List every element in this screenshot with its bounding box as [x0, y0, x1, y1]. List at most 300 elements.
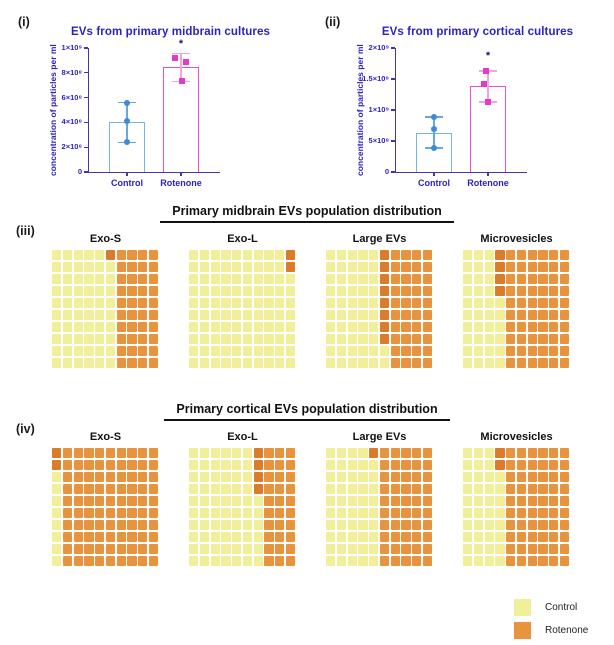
waffle-cell — [138, 286, 147, 296]
waffle-cell — [485, 520, 494, 530]
data-point-rotenone — [183, 59, 189, 65]
waffle-cell — [254, 322, 263, 332]
waffle-cell — [549, 544, 558, 554]
waffle-cell — [232, 298, 241, 308]
waffle-cell — [401, 448, 410, 458]
waffle-cell — [117, 460, 126, 470]
waffle-cell — [474, 310, 483, 320]
waffle-cell — [138, 448, 147, 458]
waffle-cell — [84, 298, 93, 308]
waffle-cell — [106, 556, 115, 566]
waffle-cell — [189, 298, 198, 308]
waffle-cell — [463, 520, 472, 530]
chart-title-midbrain: EVs from primary midbrain cultures — [71, 26, 270, 38]
waffle-cell — [52, 556, 61, 566]
waffle-cell — [106, 496, 115, 506]
waffle-cell — [106, 322, 115, 332]
waffle-cell — [211, 532, 220, 542]
waffle-cell — [463, 532, 472, 542]
data-point-control — [124, 100, 130, 106]
waffle-cell — [348, 334, 357, 344]
waffle-cell — [117, 358, 126, 368]
waffle-cell — [52, 460, 61, 470]
waffle-cell — [474, 358, 483, 368]
waffle-cell — [74, 496, 83, 506]
waffle-cell — [423, 274, 432, 284]
waffle-cell — [138, 322, 147, 332]
waffle-cell — [528, 508, 537, 518]
waffle-cell — [286, 508, 295, 518]
waffle-cell — [189, 262, 198, 272]
waffle-cell — [391, 508, 400, 518]
waffle-cell — [506, 286, 515, 296]
waffle-cell — [358, 298, 367, 308]
waffle-microvesicles — [463, 431, 570, 566]
waffle-cell — [189, 274, 198, 284]
waffle-cell — [528, 532, 537, 542]
waffle-cell — [52, 334, 61, 344]
waffle-cell — [106, 310, 115, 320]
chart-title-cortical: EVs from primary cortical cultures — [381, 26, 574, 38]
waffle-cell — [243, 448, 252, 458]
waffle-cell — [549, 250, 558, 260]
waffle-cell — [348, 556, 357, 566]
waffle-cell — [337, 298, 346, 308]
waffle-cell — [138, 508, 147, 518]
waffle-cell — [528, 274, 537, 284]
waffle-cell — [221, 532, 230, 542]
waffle-cell — [52, 484, 61, 494]
waffle-cell — [243, 496, 252, 506]
legend-item-control — [514, 599, 588, 616]
panel-label-iv: (iv) — [16, 422, 35, 436]
waffle-cell — [369, 448, 378, 458]
waffle-cell — [127, 346, 136, 356]
waffle-cell — [560, 472, 569, 482]
x-tick-mark — [180, 172, 181, 176]
waffle-cell — [264, 262, 273, 272]
waffle-cell — [412, 298, 421, 308]
waffle-cell — [517, 274, 526, 284]
waffle-cell — [275, 358, 284, 368]
y-tick-mark — [391, 171, 396, 172]
waffle-cell — [517, 448, 526, 458]
waffle-cell — [538, 532, 547, 542]
waffle-cell — [275, 334, 284, 344]
waffle-cell — [52, 544, 61, 554]
waffle-cell — [485, 358, 494, 368]
waffle-cell — [337, 460, 346, 470]
waffle-cell — [380, 286, 389, 296]
waffle-cell — [127, 286, 136, 296]
waffle-grid-microvesicles — [463, 448, 570, 566]
waffle-cell — [63, 556, 72, 566]
waffle-cell — [84, 544, 93, 554]
waffle-cell — [474, 496, 483, 506]
waffle-cell — [538, 310, 547, 320]
waffle-cell — [243, 556, 252, 566]
waffle-cell — [74, 556, 83, 566]
waffle-cell — [243, 358, 252, 368]
waffle-cell — [485, 556, 494, 566]
waffle-cell — [117, 334, 126, 344]
waffle-title-large-evs: Large EVs — [352, 233, 407, 245]
waffle-cell — [221, 544, 230, 554]
waffle-cell — [138, 346, 147, 356]
waffle-cell — [538, 460, 547, 470]
waffle-cell — [401, 286, 410, 296]
waffle-cell — [95, 310, 104, 320]
waffle-cell — [463, 274, 472, 284]
waffle-cell — [423, 358, 432, 368]
waffle-cell — [264, 322, 273, 332]
waffle-cell — [95, 346, 104, 356]
waffle-cell — [337, 508, 346, 518]
waffle-cell — [369, 532, 378, 542]
waffle-cell — [358, 532, 367, 542]
waffle-cell — [369, 556, 378, 566]
y-tick-label: 2×10⁸ — [61, 142, 82, 152]
waffle-cell — [200, 460, 209, 470]
waffle-cell — [211, 508, 220, 518]
waffle-cell — [52, 532, 61, 542]
waffle-cell — [485, 472, 494, 482]
data-point-control — [124, 118, 130, 124]
waffle-cell — [538, 358, 547, 368]
waffle-cell — [254, 262, 263, 272]
waffle-cell — [348, 532, 357, 542]
y-tick-label: 8×10⁸ — [61, 67, 82, 77]
waffle-cell — [474, 472, 483, 482]
waffle-cell — [463, 358, 472, 368]
waffle-cell — [412, 286, 421, 296]
waffle-cell — [52, 310, 61, 320]
waffle-cell — [254, 508, 263, 518]
waffle-grid-exo-s — [52, 250, 159, 368]
waffle-cell — [200, 322, 209, 332]
waffle-cell — [369, 508, 378, 518]
error-bar-rotenone — [180, 54, 182, 82]
waffle-cell — [254, 346, 263, 356]
waffle-title-exo-l: Exo-L — [227, 233, 258, 245]
y-axis-label-midbrain: concentration of particles per ml — [48, 44, 58, 176]
waffle-cell — [380, 322, 389, 332]
waffle-cell — [463, 322, 472, 332]
waffle-cell — [117, 556, 126, 566]
waffle-cell — [95, 448, 104, 458]
waffle-cell — [538, 448, 547, 458]
waffle-cell — [495, 358, 504, 368]
waffle-cell — [221, 496, 230, 506]
waffle-cell — [380, 472, 389, 482]
waffle-cell — [337, 532, 346, 542]
waffle-cell — [243, 322, 252, 332]
waffle-cell — [401, 274, 410, 284]
waffle-cell — [423, 544, 432, 554]
waffle-cell — [549, 532, 558, 542]
waffle-cell — [286, 448, 295, 458]
waffle-cell — [391, 346, 400, 356]
waffle-cell — [243, 460, 252, 470]
waffle-cell — [95, 262, 104, 272]
waffle-cell — [485, 298, 494, 308]
waffle-cell — [117, 532, 126, 542]
waffle-large-evs — [326, 233, 433, 368]
waffle-cell — [506, 532, 515, 542]
waffle-cell — [286, 460, 295, 470]
waffle-cell — [517, 310, 526, 320]
waffle-cell — [264, 346, 273, 356]
waffle-cell — [221, 472, 230, 482]
waffle-cell — [106, 250, 115, 260]
waffle-cell — [63, 334, 72, 344]
rotenone-color-swatch — [514, 622, 531, 639]
waffle-cell — [538, 250, 547, 260]
waffle-cell — [506, 298, 515, 308]
waffle-cell — [401, 310, 410, 320]
waffle-cell — [348, 496, 357, 506]
waffle-cell — [549, 460, 558, 470]
waffle-cell — [117, 274, 126, 284]
waffle-cell — [474, 532, 483, 542]
waffle-cell — [401, 484, 410, 494]
waffle-cell — [286, 322, 295, 332]
waffle-cell — [243, 334, 252, 344]
data-point-rotenone — [485, 99, 491, 105]
waffle-cell — [127, 298, 136, 308]
waffle-cell — [463, 298, 472, 308]
waffle-cell — [495, 556, 504, 566]
waffle-cell — [560, 448, 569, 458]
waffle-cell — [337, 484, 346, 494]
waffle-cell — [138, 274, 147, 284]
waffle-cell — [232, 496, 241, 506]
waffle-cell — [380, 274, 389, 284]
waffle-cell — [485, 310, 494, 320]
waffle-cell — [337, 262, 346, 272]
waffle-cell — [189, 358, 198, 368]
waffle-cell — [74, 274, 83, 284]
waffle-cell — [275, 322, 284, 332]
waffle-cell — [106, 484, 115, 494]
waffle-cell — [52, 508, 61, 518]
waffle-cell — [63, 484, 72, 494]
waffle-cell — [358, 472, 367, 482]
waffle-cell — [84, 250, 93, 260]
waffle-cell — [74, 460, 83, 470]
waffle-cell — [517, 508, 526, 518]
waffle-cell — [549, 508, 558, 518]
waffle-cell — [232, 310, 241, 320]
waffle-cell — [149, 520, 158, 530]
y-tick-label: 0 — [77, 167, 82, 176]
waffle-cell — [538, 496, 547, 506]
waffle-cell — [149, 544, 158, 554]
waffle-cell — [52, 298, 61, 308]
waffle-cell — [412, 556, 421, 566]
waffle-cell — [63, 520, 72, 530]
waffle-cell — [463, 556, 472, 566]
waffle-cell — [369, 484, 378, 494]
waffle-cell — [380, 346, 389, 356]
waffle-cell — [74, 286, 83, 296]
waffle-cell — [412, 310, 421, 320]
waffle-cell — [358, 484, 367, 494]
waffle-cell — [358, 262, 367, 272]
waffle-cell — [211, 484, 220, 494]
waffle-cell — [495, 334, 504, 344]
waffle-cell — [221, 310, 230, 320]
waffle-cell — [221, 298, 230, 308]
waffle-cell — [369, 274, 378, 284]
panel-cortical-distribution — [0, 398, 614, 594]
waffle-cell — [369, 286, 378, 296]
plot-area-cortical — [362, 43, 527, 188]
waffle-cell — [232, 484, 241, 494]
waffle-cell — [117, 322, 126, 332]
waffle-cell — [348, 286, 357, 296]
waffle-cell — [74, 448, 83, 458]
waffle-cell — [264, 472, 273, 482]
waffle-cell — [337, 556, 346, 566]
section-title-row — [0, 202, 614, 223]
waffle-grid-exo-s — [52, 448, 159, 566]
waffle-cell — [528, 322, 537, 332]
waffle-cell — [549, 448, 558, 458]
waffle-cell — [412, 346, 421, 356]
waffle-cell — [506, 508, 515, 518]
waffle-cell — [286, 346, 295, 356]
waffle-cell — [538, 520, 547, 530]
waffle-cell — [74, 346, 83, 356]
waffle-cell — [127, 508, 136, 518]
waffle-cell — [254, 472, 263, 482]
waffle-cell — [474, 544, 483, 554]
waffle-cell — [84, 262, 93, 272]
waffle-cell — [506, 544, 515, 554]
waffle-cell — [463, 460, 472, 470]
waffle-cell — [369, 358, 378, 368]
waffle-cell — [326, 448, 335, 458]
waffle-cell — [337, 334, 346, 344]
waffle-cell — [474, 448, 483, 458]
waffle-cell — [412, 448, 421, 458]
waffle-cell — [401, 358, 410, 368]
waffle-cell — [243, 274, 252, 284]
waffle-cell — [200, 286, 209, 296]
waffle-cell — [326, 346, 335, 356]
waffle-cell — [221, 358, 230, 368]
waffle-cell — [232, 532, 241, 542]
waffle-cell — [348, 358, 357, 368]
waffle-grid-large-evs — [326, 448, 433, 566]
waffle-cell — [149, 532, 158, 542]
waffle-cell — [264, 334, 273, 344]
waffle-cell — [517, 496, 526, 506]
waffle-cell — [528, 262, 537, 272]
waffle-cell — [149, 262, 158, 272]
waffle-cell — [63, 262, 72, 272]
waffle-cell — [189, 250, 198, 260]
waffle-cell — [95, 544, 104, 554]
waffle-cell — [560, 262, 569, 272]
waffle-cell — [275, 544, 284, 554]
waffle-cell — [286, 484, 295, 494]
waffle-cell — [423, 262, 432, 272]
waffle-cell — [517, 250, 526, 260]
waffle-cell — [84, 346, 93, 356]
waffle-cell — [463, 262, 472, 272]
waffle-cell — [380, 484, 389, 494]
waffle-cell — [149, 334, 158, 344]
waffle-cell — [326, 322, 335, 332]
waffle-cell — [412, 250, 421, 260]
waffle-cell — [506, 484, 515, 494]
waffle-cell — [380, 448, 389, 458]
waffle-cell — [264, 556, 273, 566]
waffle-cell — [517, 346, 526, 356]
waffle-cell — [200, 262, 209, 272]
waffle-cell — [138, 358, 147, 368]
waffle-cell — [506, 358, 515, 368]
waffle-cell — [211, 262, 220, 272]
waffle-cell — [106, 346, 115, 356]
waffle-cell — [254, 460, 263, 470]
waffle-cell — [337, 472, 346, 482]
waffle-cell — [528, 472, 537, 482]
waffle-cell — [391, 310, 400, 320]
waffle-cell — [286, 496, 295, 506]
waffle-cell — [127, 484, 136, 494]
waffle-cell — [423, 520, 432, 530]
waffle-cell — [485, 334, 494, 344]
waffle-cell — [138, 556, 147, 566]
waffle-cell — [391, 544, 400, 554]
waffle-cell — [337, 496, 346, 506]
waffle-cell — [84, 322, 93, 332]
waffle-cell — [74, 508, 83, 518]
waffle-cell — [254, 358, 263, 368]
waffle-cell — [506, 556, 515, 566]
waffle-cell — [517, 358, 526, 368]
waffle-cell — [528, 460, 537, 470]
waffle-cell — [528, 544, 537, 554]
waffle-cell — [348, 250, 357, 260]
waffle-cell — [538, 334, 547, 344]
waffle-cell — [380, 310, 389, 320]
waffle-cell — [560, 520, 569, 530]
waffle-cell — [369, 472, 378, 482]
waffle-cell — [538, 322, 547, 332]
waffle-cell — [369, 334, 378, 344]
waffle-cell — [95, 322, 104, 332]
waffle-cell — [485, 250, 494, 260]
waffle-cell — [200, 250, 209, 260]
y-tick-mark — [84, 147, 89, 148]
waffle-cell — [495, 496, 504, 506]
waffle-cell — [369, 298, 378, 308]
waffle-cell — [463, 250, 472, 260]
waffle-cell — [463, 544, 472, 554]
waffle-cell — [243, 310, 252, 320]
waffle-cell — [211, 496, 220, 506]
waffle-cell — [337, 346, 346, 356]
waffle-cell — [189, 334, 198, 344]
waffle-cell — [221, 484, 230, 494]
waffle-cell — [538, 346, 547, 356]
waffle-cell — [189, 484, 198, 494]
waffle-cell — [74, 544, 83, 554]
